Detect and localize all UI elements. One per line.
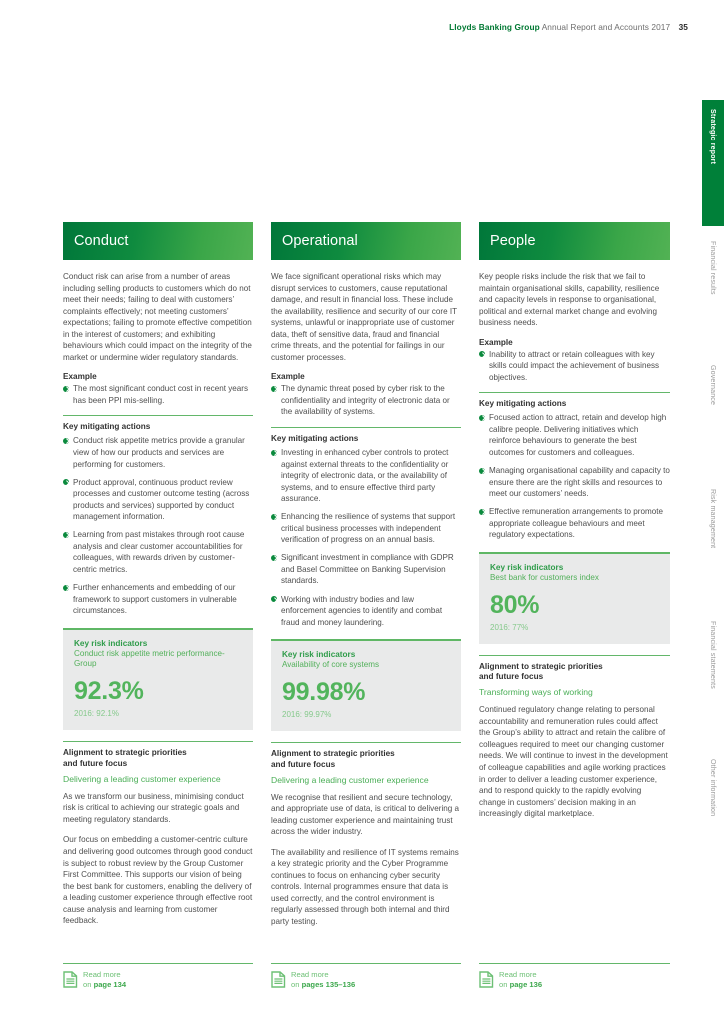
kri-value: 92.3% — [74, 677, 144, 706]
list-item-text: Learning from past mistakes through root cause analysis and clear customer accountabilities for colleagues, with rewards driven by customer-centric metrics. — [73, 530, 245, 574]
alignment-paragraph: We recognise that resilient and secure technology, and appropriate use of data, is critical to delivering a leading customer experience and maintaining trust across the wider industry. — [271, 792, 460, 837]
alignment-block — [479, 655, 670, 820]
divider — [479, 963, 670, 964]
list-item-text: Working with industry bodies and law enforcement agencies to identify and combat fraud and money laundering. — [281, 594, 443, 627]
list-item — [63, 582, 253, 617]
divider — [63, 963, 253, 964]
kri-title: Key risk indicators — [282, 650, 356, 660]
list-item-text: The most significant conduct cost in recent years has been PPI mis-selling. — [73, 384, 248, 405]
list-item — [479, 349, 670, 384]
risk-columns — [63, 222, 670, 928]
alignment-heading — [271, 749, 461, 771]
mitigating-actions-list — [479, 412, 670, 540]
example-list — [479, 349, 670, 384]
column-title-conduct: Conduct — [63, 222, 253, 260]
divider — [479, 655, 670, 656]
arrow-bullet-icon — [63, 532, 69, 538]
arrow-bullet-icon — [479, 351, 485, 357]
column-intro: Key people risks include the risk that we fail to maintain organisational skills, capability, resilience and capacity levels in response to organisational, political and external market change and evolving business needs. — [479, 272, 660, 328]
alignment-heading-line1: Alignment to strategic priorities — [479, 661, 603, 671]
list-item — [63, 383, 253, 406]
divider — [271, 427, 461, 428]
kri-previous-year: 2016: 92.1% — [74, 709, 119, 719]
read-more-people[interactable] — [479, 963, 670, 993]
read-more-target: pages 135–136 — [301, 979, 356, 989]
page-number: 35 — [678, 22, 688, 32]
mitigating-actions-heading: Key mitigating actions — [63, 422, 151, 432]
list-item-text: Inability to attract or retain colleagues with key skills could impact the achievement of business objectives. — [489, 349, 660, 382]
read-more-label: Read more — [83, 970, 121, 979]
alignment-heading-line2: and future focus — [479, 672, 544, 682]
mitigating-actions-list — [271, 447, 461, 628]
list-item — [271, 552, 461, 587]
list-item — [63, 477, 253, 523]
key-risk-indicator-card — [63, 628, 253, 731]
list-item-text: Focused action to attract, retain and develop high calibre people. Delivering initiatives which reinforce behaviours to generate the best outcomes for customers and colleagues. — [489, 413, 667, 458]
read-more-text — [83, 970, 126, 989]
kri-title: Key risk indicators — [74, 638, 148, 648]
read-more-prefix: on — [291, 979, 302, 989]
list-item-text: Managing organisational capability and capacity to ensure there are the right skills and resources to meet our customers’ needs. — [489, 466, 670, 499]
alignment-heading-line2: and future focus — [271, 759, 336, 769]
arrow-bullet-icon — [271, 514, 277, 520]
arrow-bullet-icon — [63, 386, 69, 392]
example-heading: Example — [63, 372, 97, 382]
mitigating-actions-list — [63, 435, 253, 616]
list-item — [271, 511, 461, 546]
list-item — [271, 447, 461, 505]
alignment-paragraph: Continued regulatory change relating to personal accountability and remuneration rules could affect the Group’s ability to attract and retain the calibre of colleagues required to meet our changing customer needs. We will continue to invest in the development of colleague capabilities and agile working practices in order to deliver a leading customer experience, and to respond quickly to the rapidly evolving change in customers’ decision making in an increasingly digital marketplace. — [479, 705, 668, 819]
page-header — [0, 22, 724, 32]
divider — [479, 392, 670, 393]
example-heading: Example — [271, 372, 305, 382]
arrow-bullet-icon — [63, 479, 69, 485]
list-item-text: Enhancing the resilience of systems that support critical business processes with independent verification of progress on an annual basis. — [281, 512, 456, 545]
example-list — [63, 383, 253, 406]
kri-value: 99.98% — [282, 677, 366, 706]
alignment-heading-line1: Alignment to strategic priorities — [271, 748, 395, 758]
alignment-block — [271, 742, 461, 928]
risk-column-operational — [271, 222, 461, 928]
read-more-text — [499, 970, 542, 989]
kri-previous-year: 2016: 99.97% — [282, 709, 332, 719]
alignment-block — [63, 741, 253, 927]
arrow-bullet-icon — [63, 585, 69, 591]
brand-name: Lloyds Banking Group — [449, 22, 540, 32]
column-title-operational: Operational — [271, 222, 461, 260]
arrow-bullet-icon — [479, 509, 485, 515]
list-item-text: The dynamic threat posed by cyber risk to the confidentiality and integrity of electronic data or the availability of systems. — [281, 384, 450, 417]
list-item — [479, 412, 670, 458]
kri-previous-year: 2016: 77% — [490, 622, 529, 632]
kri-title: Key risk indicators — [490, 562, 564, 572]
read-more-row — [63, 963, 670, 993]
tab-governance[interactable]: Governance — [709, 365, 717, 406]
document-icon — [479, 971, 494, 993]
report-subtitle: Annual Report and Accounts 2017 — [541, 22, 671, 32]
document-icon — [63, 971, 78, 993]
list-item — [479, 506, 670, 541]
list-item-text: Effective remuneration arrangements to promote appropriate colleague behaviours and meet regulatory expectations. — [489, 507, 663, 540]
read-more-label: Read more — [499, 970, 537, 979]
divider — [271, 963, 461, 964]
alignment-heading-line2: and future focus — [63, 759, 128, 769]
example-list — [271, 383, 461, 418]
tab-financial-results[interactable]: Financial results — [709, 241, 717, 295]
arrow-bullet-icon — [271, 386, 277, 392]
tab-strategic-report[interactable]: Strategic report — [702, 100, 724, 226]
arrow-bullet-icon — [479, 415, 485, 421]
list-item — [271, 383, 461, 418]
column-intro: Conduct risk can arise from a number of areas including selling products to customers which do not meet their needs; failing to deal with customers’ complaints effectively; not meeting customers’ expectations; failing to promote effective competition in the interest of customers; and exhibiting behaviours which could impact on the integrity of the market or undermine wider regulatory standards. — [63, 272, 252, 362]
section-tab-rail — [702, 100, 724, 900]
list-item-text: Product approval, continuous product review processes and customer outcome testing (across products and services) supported by conduct management information. — [73, 477, 250, 522]
list-item-text: Conduct risk appetite metrics provide a granular view of how our products and services are performing for customers. — [73, 436, 245, 469]
kri-subtitle: Best bank for customers index — [490, 572, 599, 582]
list-item-text: Investing in enhanced cyber controls to protect against external threats to the confidentiality or integrity of electronic data, or the availability of systems, and to ensure effective third party assurance. — [281, 448, 449, 504]
arrow-bullet-icon — [271, 555, 277, 561]
list-item-text: Significant investment in compliance with GDPR and Basel Committee on Banking Supervision standards. — [281, 553, 454, 586]
mitigating-actions-heading: Key mitigating actions — [271, 434, 359, 444]
risk-column-conduct — [63, 222, 253, 928]
alignment-heading — [63, 748, 253, 770]
example-heading: Example — [479, 337, 513, 347]
list-item — [479, 465, 670, 500]
read-more-operational[interactable] — [271, 963, 461, 993]
read-more-target: page 136 — [509, 979, 543, 989]
kri-subtitle: Availability of core systems — [282, 660, 380, 670]
list-item — [271, 594, 461, 629]
read-more-target: page 134 — [93, 979, 127, 989]
strategic-priority-label: Delivering a leading customer experience — [271, 774, 429, 785]
read-more-prefix: on — [499, 979, 510, 989]
key-risk-indicator-card — [271, 639, 461, 731]
divider — [271, 742, 461, 743]
tab-risk-management[interactable]: Risk management — [709, 489, 717, 549]
divider — [63, 741, 253, 742]
kri-subtitle: Conduct risk appetite metric performance-Group — [74, 648, 225, 669]
tab-other-information[interactable]: Other information — [709, 759, 717, 817]
column-title-people: People — [479, 222, 670, 260]
arrow-bullet-icon — [63, 438, 69, 444]
read-more-text — [291, 970, 355, 989]
strategic-priority-label: Delivering a leading customer experience — [63, 773, 221, 784]
risk-column-people — [479, 222, 670, 928]
tab-financial-statements[interactable]: Financial statements — [709, 621, 717, 689]
alignment-paragraph: Our focus on embedding a customer-centric culture and delivering good outcomes through good conduct is subject to robust review by the Group Customer First Committee. This supports our vision of being the best bank for customers, enabling the delivery of a leading customer experience through effective root cause analysis and learning from customer feedback. — [63, 835, 253, 926]
strategic-priority-label: Transforming ways of working — [479, 687, 593, 698]
column-intro: We face significant operational risks which may disrupt services to customers, cause reputational damage, and result in financial loss. These include the availability, resilience and security of our core IT systems, unlawful or inappropriate use of customer data, theft of sensitive data, fraud and financial crime threats, and the potential for failings in our customer processes. — [271, 272, 457, 362]
alignment-heading-line1: Alignment to strategic priorities — [63, 748, 187, 758]
list-item-text: Further enhancements and embedding of our framework to support customers in vulnerable circumstances. — [73, 582, 237, 616]
read-more-conduct[interactable] — [63, 963, 253, 993]
alignment-paragraph: The availability and resilience of IT systems remains a key strategic priority and the Cyber Programme continues to focus on enhancing cyber security controls. Internal programmes ensure that data is used correctly, and the control environment is regularly assessed through both internal and third party testing. — [271, 847, 459, 927]
read-more-prefix: on — [83, 979, 94, 989]
list-item — [63, 435, 253, 470]
divider — [63, 415, 253, 416]
mitigating-actions-heading: Key mitigating actions — [479, 399, 567, 409]
alignment-paragraph: As we transform our business, minimising conduct risk is critical to achieving our strategic goals and meeting regulatory standards. — [63, 791, 244, 824]
arrow-bullet-icon — [479, 468, 485, 474]
read-more-label: Read more — [291, 970, 329, 979]
arrow-bullet-icon — [271, 450, 277, 456]
key-risk-indicator-card — [479, 552, 670, 644]
list-item — [63, 529, 253, 575]
document-icon — [271, 971, 286, 993]
kri-value: 80% — [490, 590, 540, 619]
alignment-heading — [479, 662, 670, 684]
arrow-bullet-icon — [271, 596, 277, 602]
